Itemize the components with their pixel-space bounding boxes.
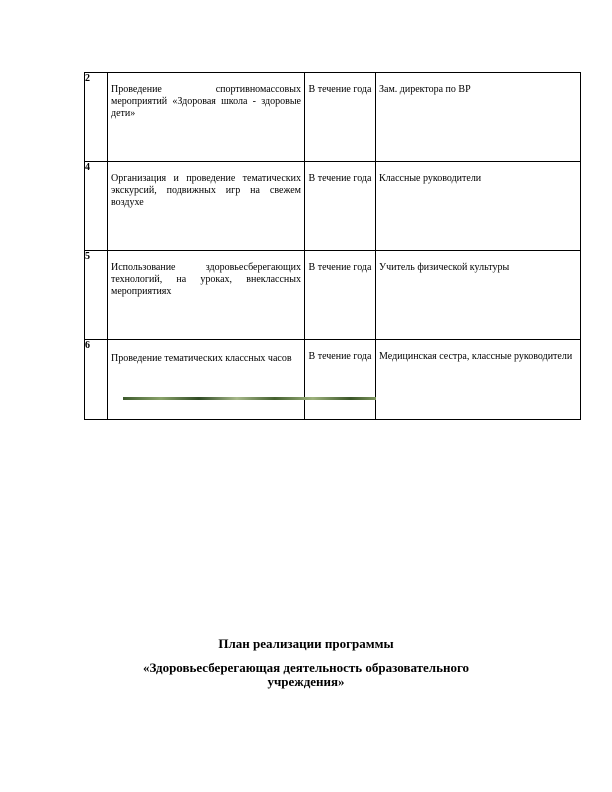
section-title: План реализации программы xyxy=(218,636,394,651)
event-cell: Проведение тематических классных часов xyxy=(108,340,305,420)
responsible-cell: Учитель физической культуры xyxy=(376,251,581,340)
timing-cell: В течение года xyxy=(305,73,376,162)
table-row xyxy=(85,73,581,162)
responsible-cell: Медицинская сестра, классные руководители xyxy=(376,340,581,420)
section-subtitle: «Здоровьесберегающая деятельность образовательного учреждения» xyxy=(142,660,470,689)
program-table xyxy=(84,72,581,420)
row-number: 5 xyxy=(85,251,108,340)
table-row xyxy=(85,162,581,251)
responsible-cell: Зам. директора по ВР xyxy=(376,73,581,162)
timing-cell: В течение года xyxy=(305,162,376,251)
row-number: 6 xyxy=(85,340,108,420)
event-cell: Проведение спортивномассовых мероприятий «Здоровая школа - здоровые дети» xyxy=(108,73,305,162)
timing-cell: В течение года xyxy=(305,251,376,340)
event-cell: Организация и проведение тематических экскурсий, подвижных игр на свежем воздухе xyxy=(108,162,305,251)
event-cell: Использование здоровьесберегающих технологий, на уроках, внеклассных мероприятиях xyxy=(108,251,305,340)
row-number: 4 xyxy=(85,162,108,251)
responsible-cell: Классные руководители xyxy=(376,162,581,251)
photo-fragment xyxy=(123,397,376,400)
timing-cell: В течение года xyxy=(305,340,376,420)
row-number: 2 xyxy=(85,73,108,162)
table-row xyxy=(85,251,581,340)
table-row xyxy=(85,340,581,420)
